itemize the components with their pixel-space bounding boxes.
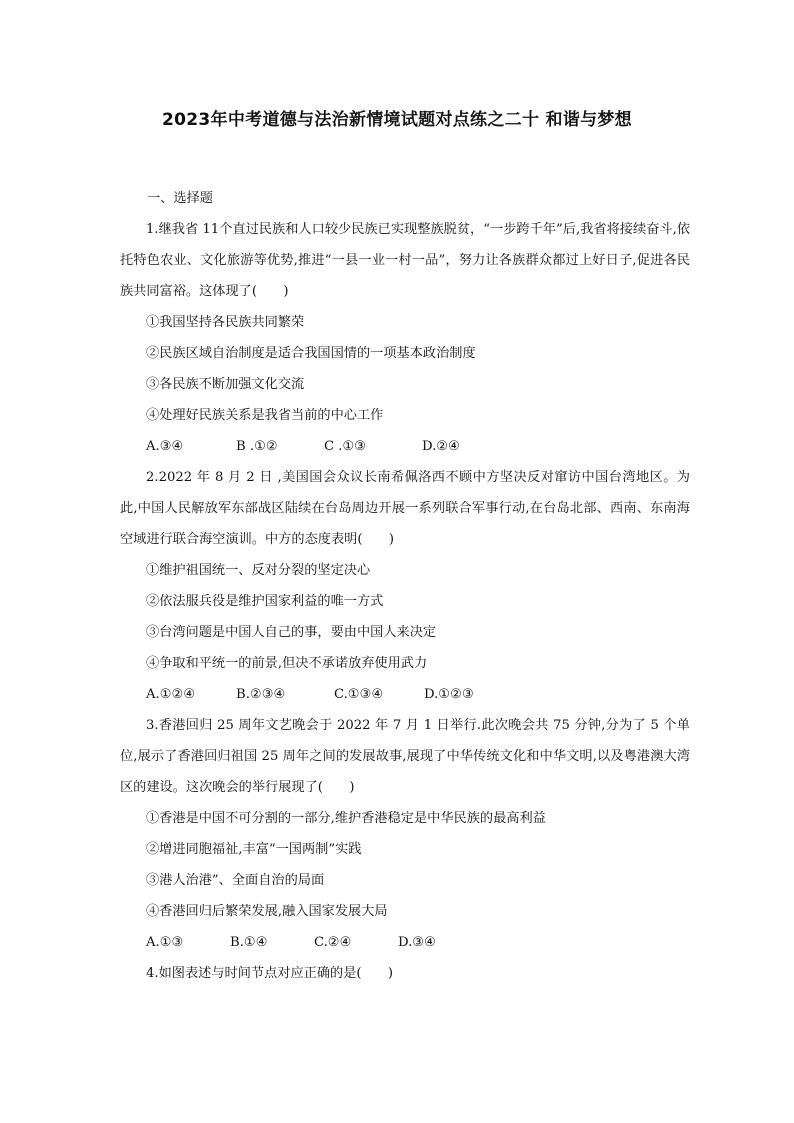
answer-choice-b: B.①④: [230, 935, 268, 950]
question-1-answers: [146, 431, 690, 462]
answer-choice-d: D.①②③: [424, 687, 474, 702]
question-2-stem: 2.2022 年 8 月 2 日 ,美国国会众议长南希佩洛西不顾中方坚决反对窜访中国台湾地区。为此,中国人民解放军东部战区陆续在台岛周边开展一系列联合军事行动,在台岛北部、西南、东南海空域进行联合海空演训。中方的态度表明( ): [120, 470, 690, 547]
question-2-answers: [146, 679, 690, 710]
answer-choice-a: A.①②④: [146, 687, 196, 702]
question-3-answers: [146, 927, 690, 958]
answer-choice-b: B .①②: [236, 439, 278, 454]
document-body: [120, 183, 690, 989]
question-3-option-4: ④香港回归后繁荣发展,融入国家发展大局: [146, 904, 388, 919]
answer-choice-d: D.③④: [398, 935, 436, 950]
page-title: 2023年中考道德与法治新情境试题对点练之二十 和谐与梦想: [162, 110, 632, 130]
question-1-option-1: ①我国坚持各民族共同繁荣: [146, 315, 305, 330]
answer-choice-a: A.③④: [146, 439, 184, 454]
question-1-option-4: ④处理好民族关系是我省当前的中心工作: [146, 408, 384, 423]
question-3-option-1: ①香港是中国不可分割的一部分,维护香港稳定是中华民族的最高利益: [146, 811, 546, 826]
question-1-option-2: ②民族区域自治制度是适合我国国情的一项基本政治制度: [146, 346, 476, 361]
question-1-option-3: ③各民族不断加强文化交流: [146, 377, 305, 392]
answer-choice-c: C.①③④: [334, 687, 384, 702]
question-2-option-4: ④争取和平统一的前景,但决不承诺放弃使用武力: [146, 656, 428, 671]
question-2-option-2: ②依法服兵役是维护国家利益的唯一方式: [146, 594, 384, 609]
answer-choice-c: C .①③: [324, 439, 367, 454]
question-2-option-1: ①维护祖国统一、反对分裂的坚定决心: [146, 563, 371, 578]
question-1-stem: 1.继我省 11个直过民族和人口较少民族已实现整族脱贫，“一步跨千年”后,我省将接续奋斗,依托特色农业、文化旅游等优势,推进“一县一业一村一品”，努力让各族群众都过上好日子,促进各民族共同富裕。这体现了( ): [120, 222, 690, 299]
answer-choice-d: D.②④: [422, 439, 460, 454]
section-heading: 一、选择题: [147, 191, 213, 206]
answer-choice-c: C.②④: [314, 935, 352, 950]
question-2-option-3: ③台湾问题是中国人自己的事，要由中国人来决定: [146, 625, 437, 640]
question-3-option-3: ③港人治港”、全面自治的局面: [146, 873, 325, 888]
answer-choice-a: A.①③: [146, 935, 184, 950]
question-4-stem: 4.如图表述与时间节点对应正确的是( ): [146, 966, 394, 981]
question-3-option-2: ②增进同胞福祉,丰富“一国两制”实践: [146, 842, 362, 857]
answer-choice-b: B.②③④: [236, 687, 286, 702]
question-3-stem: 3.香港回归 25 周年文艺晚会于 2022 年 7 月 1 日举行.此次晚会共 75 分钟,分为了 5 个单位,展示了香港回归祖国 25 周年之间的发展故事,展现了中华传统文化和中华文明,以及粤港澳大湾区的建设。这次晚会的举行展现了( ): [120, 718, 690, 795]
